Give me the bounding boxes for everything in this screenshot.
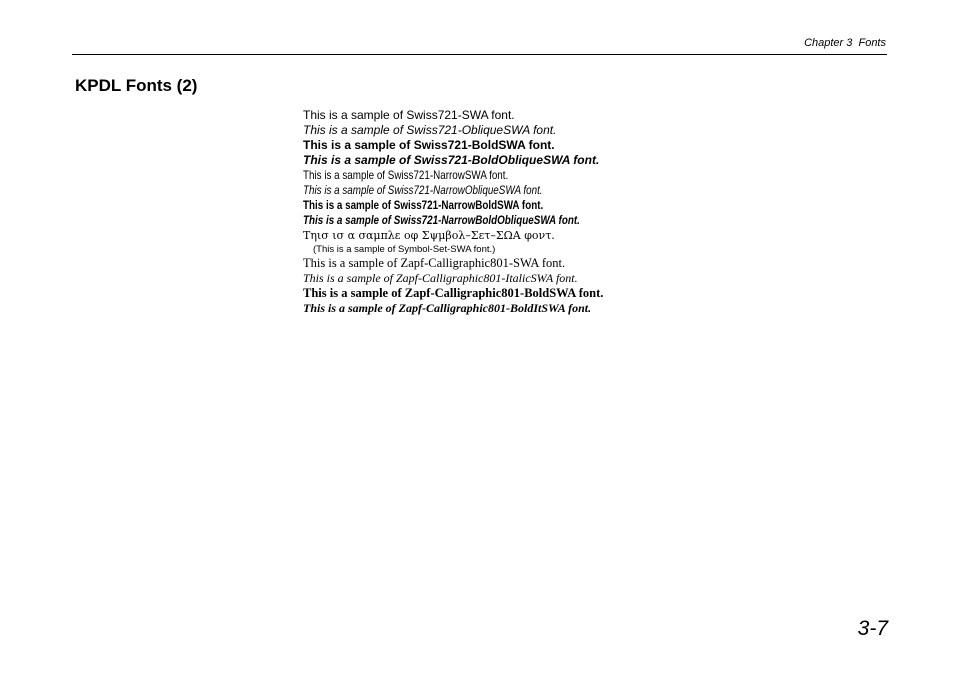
page-header — [72, 37, 887, 55]
sample-symbol-set-note: (This is a sample of Symbol-Set-SWA font.) — [313, 244, 496, 255]
sample-swiss721-narrow-oblique: This is a sample of Swiss721-NarrowObliqueSWA font. — [303, 183, 543, 197]
sample-zapf-calligraphic801-bold: This is a sample of Zapf-Calligraphic801-BoldSWA font. — [303, 286, 604, 300]
sample-swiss721-narrow: This is a sample of Swiss721-NarrowSWA font. — [303, 168, 509, 182]
section-title: KPDL Fonts (2) — [75, 76, 198, 95]
sample-swiss721-oblique: This is a sample of Swiss721-ObliqueSWA font. — [303, 123, 557, 137]
sample-swiss721-bold: This is a sample of Swiss721-BoldSWA font. — [303, 138, 555, 152]
chapter-title: Chapter 3 Fonts — [804, 37, 886, 49]
sample-zapf-calligraphic801-italic: This is a sample of Zapf-Calligraphic801-ItalicSWA font. — [303, 271, 578, 285]
sample-swiss721-narrow-bold: This is a sample of Swiss721-NarrowBoldSWA font. — [303, 198, 544, 212]
page-number: 3-7 — [857, 617, 888, 640]
sample-swiss721: This is a sample of Swiss721-SWA font. — [303, 108, 515, 122]
sample-symbol-set: Τηισ ισ α σαμπλε οφ Σψμβολ–Σετ–ΣΩΑ φοντ. — [303, 229, 555, 242]
sample-swiss721-bold-oblique: This is a sample of Swiss721-BoldObliqueSWA font. — [303, 153, 600, 167]
sample-zapf-calligraphic801: This is a sample of Zapf-Calligraphic801-SWA font. — [303, 256, 566, 270]
sample-zapf-calligraphic801-bold-italic: This is a sample of Zapf-Calligraphic801-BoldItSWA font. — [303, 301, 592, 315]
sample-swiss721-narrow-bold-oblique: This is a sample of Swiss721-NarrowBoldObliqueSWA font. — [303, 213, 580, 227]
font-sample-list — [303, 108, 703, 316]
